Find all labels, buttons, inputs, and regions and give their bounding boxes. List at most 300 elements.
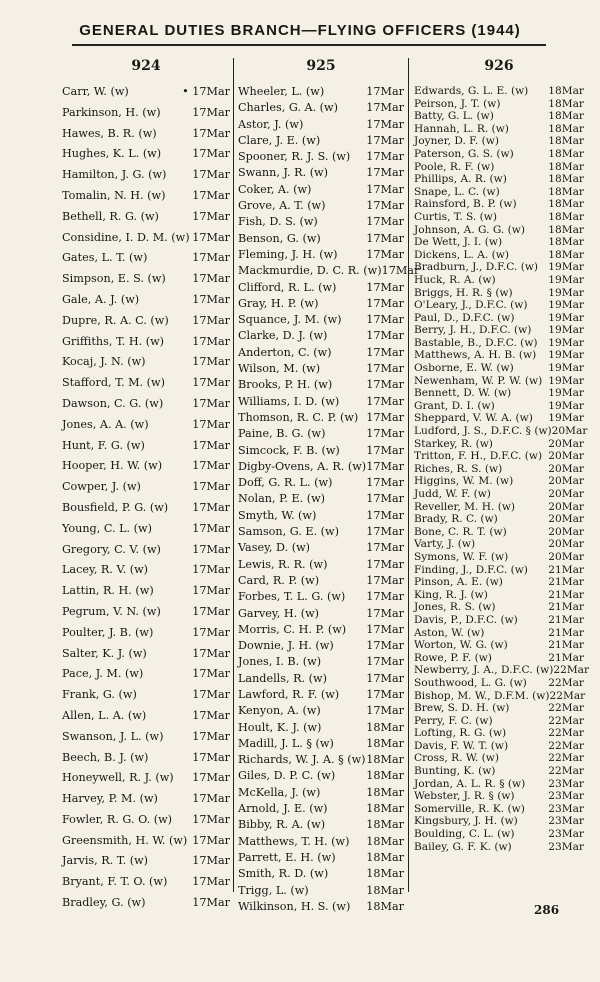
seniority-date: 17Mar	[366, 101, 404, 115]
seniority-date: 17Mar	[192, 147, 230, 161]
officer-name: Jones, A. A. (w)	[62, 417, 149, 431]
seniority-date: 17Mar	[366, 704, 404, 718]
list-item	[238, 689, 404, 705]
list-item	[238, 819, 404, 835]
seniority-date: 17Mar	[366, 117, 404, 131]
seniority-date: 17Mar	[366, 85, 404, 98]
officer-name: Lofting, R. G. (w)	[414, 727, 507, 740]
seniority-date: 21Mar	[548, 613, 584, 626]
seniority-date: 19Mar	[548, 286, 584, 299]
officer-name: Bishop, M. W., D.F.M. (w)	[414, 689, 550, 702]
list-item	[62, 107, 230, 128]
list-item	[62, 377, 230, 398]
officer-name: Gates, L. T. (w)	[62, 251, 148, 265]
seniority-date: 19Mar	[548, 273, 584, 286]
seniority-date: 17Mar	[192, 521, 230, 535]
officer-name: Varty, J. (w)	[414, 538, 476, 551]
seniority-date: 17Mar	[366, 362, 404, 376]
seniority-date: 17Mar	[366, 639, 404, 653]
officer-name: Spooner, R. J. S. (w)	[238, 150, 351, 164]
header-rule	[72, 44, 546, 46]
officer-name: Bradley, G. (w)	[62, 896, 146, 910]
seniority-date: 17Mar	[366, 182, 404, 196]
officer-name: Clifford, R. L. (w)	[238, 280, 337, 294]
officer-name: Bradburn, J., D.F.C. (w)	[414, 261, 539, 274]
officer-name: Rainsford, B. P. (w)	[414, 198, 517, 211]
seniority-date: 19Mar	[548, 399, 584, 412]
officer-name: Tomalin, N. H. (w)	[62, 188, 166, 202]
officer-name: Jordan, A. L. R. § (w)	[414, 777, 526, 790]
seniority-date: 19Mar	[548, 324, 584, 337]
list-item	[238, 314, 404, 330]
officer-name: Kenyon, A. (w)	[238, 704, 321, 718]
list-item	[62, 835, 230, 856]
seniority-date: 18Mar	[366, 818, 404, 832]
list-item	[62, 315, 230, 336]
seniority-date: 17Mar	[192, 168, 230, 182]
list-item	[414, 640, 584, 653]
entry-list	[414, 85, 590, 854]
list-item	[62, 814, 230, 835]
officer-name: Bone, C. R. T. (w)	[414, 525, 507, 538]
seniority-date: 19Mar	[548, 311, 584, 324]
list-item	[238, 379, 404, 395]
officer-name: Arnold, J. E. (w)	[238, 802, 328, 816]
officer-name: Considine, I. D. M. (w)	[62, 230, 190, 244]
officer-name: Stafford, T. M. (w)	[62, 376, 165, 390]
list-item	[238, 559, 404, 575]
officer-name: Bastable, B., D.F.C. (w)	[414, 336, 538, 349]
list-item	[62, 232, 230, 253]
officer-name: O'Leary, J., D.F.C. (w)	[414, 299, 528, 312]
officer-name: Grove, A. T. (w)	[238, 199, 326, 213]
list-item	[238, 151, 404, 167]
list-item	[238, 412, 404, 428]
seniority-date: 17Mar	[192, 251, 230, 265]
officer-name: Batty, G. L. (w)	[414, 110, 494, 123]
list-item	[62, 398, 230, 419]
seniority-date: 17Mar	[192, 584, 230, 598]
officer-name: Parrett, E. H. (w)	[238, 850, 336, 864]
officer-name: Mackmurdie, D. C. R. (w)	[238, 264, 382, 278]
officer-name: Berry, J. H., D.F.C. (w)	[414, 324, 532, 337]
seniority-date: 17Mar	[366, 313, 404, 327]
seniority-date: 19Mar	[548, 349, 584, 362]
seniority-date: 18Mar	[548, 160, 584, 173]
seniority-date: 22Mar	[548, 702, 584, 715]
seniority-date: 17Mar	[366, 133, 404, 147]
list-item	[238, 803, 404, 819]
officer-name: Southwood, L. G. (w)	[414, 676, 527, 689]
list-item	[414, 325, 584, 338]
officer-name: Finding, J., D.F.C. (w)	[414, 563, 528, 576]
officer-name: Kingsbury, J. H. (w)	[414, 815, 518, 828]
seniority-date: 22Mar	[548, 765, 584, 778]
seniority-date: 17Mar	[192, 480, 230, 494]
seniority-date: 17Mar	[366, 671, 404, 685]
officer-name: Bryant, F. T. O. (w)	[62, 875, 168, 889]
officer-name: Smith, R. D. (w)	[238, 867, 329, 881]
list-item	[238, 624, 404, 640]
seniority-date: 17Mar	[366, 345, 404, 359]
list-item	[414, 514, 584, 527]
officer-name: Jones, R. S. (w)	[414, 601, 496, 614]
officer-name: Paterson, G. S. (w)	[414, 147, 514, 160]
seniority-date: 17Mar	[366, 606, 404, 620]
seniority-date: 17Mar	[366, 231, 404, 245]
seniority-date: 17Mar	[366, 476, 404, 490]
officer-name: Aston, W. (w)	[414, 626, 485, 639]
seniority-date: 17Mar	[192, 188, 230, 202]
officer-name: Osborne, E. W. (w)	[414, 362, 514, 375]
list-item	[62, 544, 230, 565]
list-item	[238, 705, 404, 721]
list-item	[62, 523, 230, 544]
officer-name: Trigg, L. (w)	[238, 883, 309, 897]
officer-name: Fleming, J. H. (w)	[238, 247, 338, 261]
officer-name: Wheeler, L. (w)	[238, 85, 325, 98]
officer-name: Paine, B. G. (w)	[238, 427, 326, 441]
officer-name: Brady, R. C. (w)	[414, 513, 498, 526]
list-item	[238, 722, 404, 738]
seniority-date: 17Mar	[192, 833, 230, 847]
officer-name: Fowler, R. G. O. (w)	[62, 812, 173, 826]
officer-name: Fish, D. S. (w)	[238, 215, 318, 229]
seniority-date: 17Mar	[381, 264, 420, 278]
officer-name: Hannah, L. R. (w)	[414, 122, 509, 135]
seniority-date: 17Mar	[192, 875, 230, 889]
officer-name: Simcock, F. B. (w)	[238, 443, 340, 457]
list-item	[62, 419, 230, 440]
seniority-date: 21Mar	[548, 588, 584, 601]
seniority-date: 17Mar	[192, 230, 230, 244]
officer-name: Kocaj, J. N. (w)	[62, 355, 146, 369]
officer-name: Sheppard, V. W. A. (w)	[414, 412, 533, 425]
officer-name: Hughes, K. L. (w)	[62, 147, 162, 161]
seniority-date: 17Mar	[192, 542, 230, 556]
officer-name: Salter, K. J. (w)	[62, 646, 147, 660]
officer-name: Poole, R. F. (w)	[414, 160, 495, 173]
seniority-date: 17Mar	[192, 313, 230, 327]
officer-name: Starkey, R. (w)	[414, 437, 493, 450]
officer-name: Clare, J. E. (w)	[238, 133, 321, 147]
list-item	[238, 673, 404, 689]
list-item	[238, 396, 404, 412]
seniority-date: 18Mar	[366, 720, 404, 734]
seniority-date: 17Mar	[192, 604, 230, 618]
officer-name: Jones, I. B. (w)	[238, 655, 322, 669]
officer-name: Gregory, C. V. (w)	[62, 542, 161, 556]
officer-name: Doff, G. R. L. (w)	[238, 476, 333, 490]
officer-name: Thomson, R. C. P. (w)	[238, 410, 359, 424]
list-item	[414, 86, 584, 99]
list-item	[238, 493, 404, 509]
officer-name: Harvey, P. M. (w)	[62, 792, 158, 806]
officer-name: Curtis, T. S. (w)	[414, 210, 498, 223]
seniority-date: 18Mar	[548, 236, 584, 249]
officer-name: Landells, R. (w)	[238, 671, 327, 685]
officer-name: Wilkinson, H. S. (w)	[238, 899, 351, 913]
officer-name: Morris, C. H. P. (w)	[238, 622, 347, 636]
officer-name: Astor, J. (w)	[238, 117, 304, 131]
seniority-date: 19Mar	[548, 299, 584, 312]
officer-name: De Wett, J. I. (w)	[414, 236, 503, 249]
list-item	[238, 852, 404, 868]
seniority-date: 19Mar	[548, 362, 584, 375]
seniority-date: 20Mar	[548, 550, 584, 563]
seniority-date: 18Mar	[548, 210, 584, 223]
officer-name: Gale, A. J. (w)	[62, 292, 140, 306]
officer-name: King, R. J. (w)	[414, 588, 488, 601]
seniority-date: 23Mar	[548, 840, 584, 853]
seniority-date: 22Mar	[553, 664, 590, 677]
officer-name: Williams, I. D. (w)	[238, 394, 340, 408]
seniority-date: 22Mar	[548, 752, 584, 765]
officer-name: Poulter, J. B. (w)	[62, 625, 154, 639]
officer-name: Bunting, K. (w)	[414, 765, 496, 778]
seniority-date: 17Mar	[366, 166, 404, 180]
seniority-date: 17Mar	[192, 272, 230, 286]
list-item	[238, 216, 404, 232]
officer-name: Hamilton, J. G. (w)	[62, 168, 167, 182]
seniority-date: 18Mar	[366, 753, 404, 767]
seniority-date: 17Mar	[192, 500, 230, 514]
list-item	[62, 710, 230, 731]
seniority-date: 23Mar	[548, 815, 584, 828]
officer-name: Giles, D. P. C. (w)	[238, 769, 336, 783]
list-item	[62, 876, 230, 897]
list-item	[414, 489, 584, 502]
seniority-date: 17Mar	[366, 655, 404, 669]
seniority-date: 17Mar	[192, 729, 230, 743]
list-item	[238, 249, 404, 265]
officer-name: Richards, W. J. A. § (w)	[238, 753, 366, 767]
list-item	[414, 829, 584, 842]
seniority-date: 18Mar	[548, 147, 584, 160]
officer-name: Joyner, D. F. (w)	[414, 135, 499, 148]
officer-name: Pegrum, V. N. (w)	[62, 604, 161, 618]
list-item	[238, 445, 404, 461]
list-item	[414, 842, 584, 855]
seniority-date: 17Mar	[366, 492, 404, 506]
seniority-date: 17Mar	[366, 508, 404, 522]
seniority-date: 18Mar	[366, 834, 404, 848]
list-item	[414, 212, 584, 225]
officer-name: Vasey, D. (w)	[238, 541, 311, 555]
list-item	[62, 356, 230, 377]
list-item	[414, 703, 584, 716]
officer-name: Peirson, J. T. (w)	[414, 97, 501, 110]
list-item	[238, 184, 404, 200]
seniority-date: 17Mar	[192, 771, 230, 785]
list-item	[238, 330, 404, 346]
officer-name: Samson, G. E. (w)	[238, 525, 339, 539]
list-item	[238, 282, 404, 298]
list-item	[62, 668, 230, 689]
list-item	[62, 502, 230, 523]
officer-name: Garvey, H. (w)	[238, 606, 320, 620]
seniority-date: 17Mar	[192, 854, 230, 868]
seniority-date: 17Mar	[192, 376, 230, 390]
officer-name: Jarvis, R. T. (w)	[62, 854, 149, 868]
officer-name: Lawford, R. F. (w)	[238, 687, 340, 701]
officer-name: Swanson, J. L. (w)	[62, 729, 164, 743]
officer-name: Perry, F. C. (w)	[414, 714, 493, 727]
officer-name: Downie, J. H. (w)	[238, 639, 334, 653]
list-item	[62, 627, 230, 648]
seniority-date: 17Mar	[192, 417, 230, 431]
officer-name: Briggs, H. R. § (w)	[414, 286, 513, 299]
officer-name: Anderton, C. (w)	[238, 345, 332, 359]
list-item	[238, 135, 404, 151]
officer-name: Gray, H. P. (w)	[238, 296, 319, 310]
list-item	[62, 772, 230, 793]
seniority-date: 19Mar	[548, 374, 584, 387]
seniority-date: 17Mar	[192, 708, 230, 722]
officer-name: Johnson, A. G. G. (w)	[414, 223, 526, 236]
officer-name: Smyth, W. (w)	[238, 508, 317, 522]
seniority-date: • 17Mar	[182, 85, 230, 98]
list-item	[238, 477, 404, 493]
list-item	[238, 347, 404, 363]
list-item	[238, 428, 404, 444]
officer-name: Rowe, P. F. (w)	[414, 651, 492, 664]
list-item	[238, 102, 404, 118]
officer-name: Judd, W. F. (w)	[414, 488, 491, 500]
officer-name: Bousfield, P. G. (w)	[62, 500, 169, 514]
officer-name: Ludford, J. S., D.F.C. § (w)	[414, 425, 552, 438]
officer-name: Symons, W. F. (w)	[414, 550, 509, 563]
officer-name: Bailey, G. F. K. (w)	[414, 840, 512, 853]
seniority-date: 17Mar	[366, 247, 404, 261]
seniority-date: 20Mar	[548, 488, 584, 500]
list-item	[414, 678, 584, 691]
officer-name: Beech, B. J. (w)	[62, 750, 149, 764]
seniority-date: 18Mar	[548, 198, 584, 211]
list-item	[62, 190, 230, 211]
list-item	[62, 294, 230, 315]
seniority-date: 17Mar	[192, 292, 230, 306]
officer-name: McKella, J. (w)	[238, 785, 321, 799]
list-item	[62, 440, 230, 461]
seniority-date: 17Mar	[366, 427, 404, 441]
seniority-date: 17Mar	[192, 812, 230, 826]
officer-name: Webster, J. R. § (w)	[414, 790, 515, 803]
officer-name: Riches, R. S. (w)	[414, 462, 503, 475]
officer-name: Phillips, A. R. (w)	[414, 173, 507, 186]
officer-name: Hooper, H. W. (w)	[62, 459, 163, 473]
officer-name: Simpson, E. S. (w)	[62, 272, 166, 286]
seniority-date: 17Mar	[366, 394, 404, 408]
list-item	[238, 363, 404, 379]
column-926	[414, 58, 590, 888]
officer-name: Griffiths, T. H. (w)	[62, 334, 165, 348]
list-item	[62, 606, 230, 627]
list-item	[62, 86, 230, 107]
list-item	[238, 640, 404, 656]
list-item	[62, 336, 230, 357]
officer-name: Carr, W. (w)	[62, 85, 129, 98]
seniority-date: 17Mar	[192, 625, 230, 639]
officer-name: Matthews, T. H. (w)	[238, 834, 350, 848]
column-number: 925	[306, 58, 336, 74]
seniority-date: 18Mar	[548, 135, 584, 148]
seniority-date: 21Mar	[548, 563, 584, 576]
officer-name: Cross, R. W. (w)	[414, 752, 499, 765]
seniority-date: 17Mar	[366, 150, 404, 164]
seniority-date: 19Mar	[548, 261, 584, 274]
seniority-date: 20Mar	[548, 462, 584, 475]
column-925	[238, 58, 420, 913]
column-divider-1	[233, 58, 234, 892]
officer-name: Huck, R. A. (w)	[414, 273, 496, 286]
seniority-date: 18Mar	[366, 899, 404, 913]
officer-name: Davis, P., D.F.C. (w)	[414, 613, 518, 626]
list-item	[238, 656, 404, 672]
list-item	[238, 901, 404, 917]
seniority-date: 17Mar	[192, 438, 230, 452]
seniority-date: 17Mar	[366, 443, 404, 457]
seniority-date: 21Mar	[548, 651, 584, 664]
list-item	[238, 526, 404, 542]
seniority-date: 22Mar	[549, 689, 586, 702]
officer-name: Greensmith, H. W. (w)	[62, 833, 188, 847]
seniority-date: 18Mar	[548, 173, 584, 186]
officer-name: Coker, A. (w)	[238, 182, 312, 196]
list-item	[62, 252, 230, 273]
seniority-date: 19Mar	[548, 412, 584, 425]
seniority-date: 17Mar	[192, 667, 230, 681]
seniority-date: 20Mar	[548, 538, 584, 551]
seniority-date: 21Mar	[548, 639, 584, 652]
seniority-date: 17Mar	[192, 792, 230, 806]
list-item	[62, 793, 230, 814]
seniority-date: 17Mar	[366, 329, 404, 343]
list-item	[62, 211, 230, 232]
officer-name: Benson, G. (w)	[238, 231, 321, 245]
list-item	[238, 233, 404, 249]
page-header: GENERAL DUTIES BRANCH—FLYING OFFICERS (1944)	[79, 22, 521, 39]
officer-name: Brooks, P. H. (w)	[238, 378, 333, 392]
seniority-date: 17Mar	[192, 896, 230, 910]
list-item	[238, 770, 404, 786]
list-item	[62, 585, 230, 606]
officer-name: Hawes, B. R. (w)	[62, 126, 157, 140]
seniority-date: 17Mar	[192, 459, 230, 473]
officer-name: Reveller, M. H. (w)	[414, 500, 516, 513]
seniority-date: 18Mar	[366, 802, 404, 816]
seniority-date: 17Mar	[366, 199, 404, 213]
officer-name: Davis, F. W. T. (w)	[414, 739, 509, 752]
seniority-date: 17Mar	[366, 296, 404, 310]
officer-name: Nolan, P. E. (w)	[238, 492, 326, 506]
seniority-date: 21Mar	[548, 576, 584, 589]
list-item	[238, 167, 404, 183]
list-item	[414, 174, 584, 187]
seniority-date: 18Mar	[548, 110, 584, 123]
officer-name: Brew, S. D. H. (w)	[414, 702, 510, 715]
officer-name: Higgins, W. M. (w)	[414, 475, 514, 488]
officer-name: Newberry, J. A., D.F.C. (w)	[414, 664, 554, 677]
seniority-date: 17Mar	[192, 105, 230, 119]
list-item	[62, 128, 230, 149]
seniority-date: 17Mar	[366, 622, 404, 636]
officer-name: Allen, L. A. (w)	[62, 708, 147, 722]
list-item	[62, 460, 230, 481]
list-item	[414, 388, 584, 401]
column-divider-2	[408, 58, 409, 892]
officer-name: Hunt, F. G. (w)	[62, 438, 145, 452]
